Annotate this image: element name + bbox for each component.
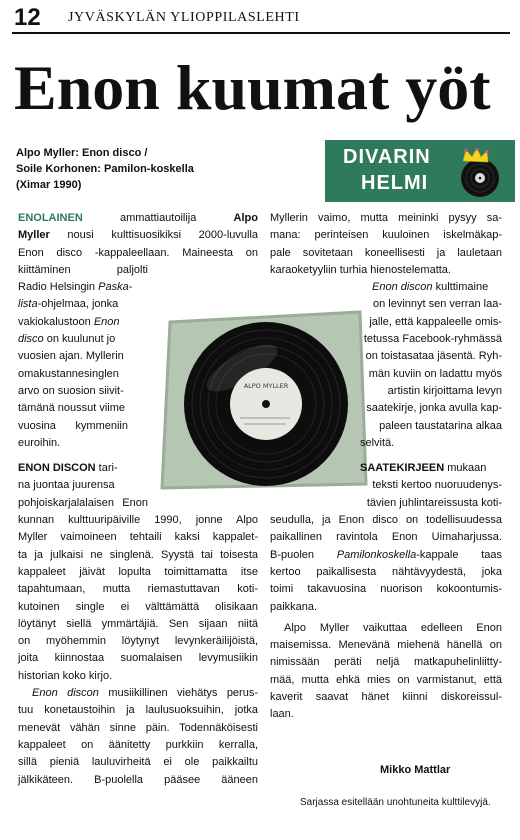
divarin-helmi-badge [325,140,515,202]
text-line: tämänä noussut viime [18,402,125,415]
text-line: paikkana. [270,600,318,613]
text-line: on myöhemmin löytynyt levynkeräilijöistä, [18,635,258,648]
album-credits [16,145,306,193]
text-line: nimissään peräti neljä matkapuhelinliitty- [270,656,502,669]
vinyl-record-crown-icon [455,148,505,198]
text-line: Alpo Myller vaikuttaa edelleen Enon [284,621,502,634]
text-line: tävien juhlintareissusta koti- [366,496,502,509]
text-line: löytänyt siellä ymmärtäjiä. Sen sijaan niitä [18,617,258,630]
text-line: tuu konetaustoihin ja laulusuoksuihin, jotka [18,704,258,717]
text-line: kaverit saavat hänet kiinni diskoreissul- [270,691,502,704]
text-line: joita kiinnostaa suomalaisen levymusiikin [18,652,258,665]
headline: Enon kuumat yöt [14,52,491,123]
text-line: jälkikäteen. B-puolella pääsee ääneen [18,773,258,786]
publication-name: JYVÄSKYLÄN YLIOPPILASLEHTI [68,10,300,25]
article-column-left [18,210,258,789]
text-line: mana: perinteisen kuuloinen iskelmäkap- [270,229,502,242]
text-line: lista-ohjelmaa, jonka [18,298,119,311]
text-line: vakiokalustoon Enon [18,315,120,328]
text-line: jalle, että kappaleelle omis- [369,315,502,328]
text-line: laan. [270,708,294,721]
series-note: Sarjassa esitellään unohtuneita kulttilevyjä. [300,797,491,808]
text-line: kutoinen single ei välttämättä olisikaan [18,600,258,613]
text-line: Enon discon musiikillinen viehätys perus- [32,687,258,700]
text-line: ta ja julkaisi ne singlenä. Syystä tai toisesta [18,548,258,561]
text-line: selvitä. [360,436,395,449]
text-line: Radio Helsingin Paska- [18,281,133,294]
text-line: disco on kuulunut jo [18,333,116,346]
text-line: vuosien ajan. Myllerin [18,350,124,363]
text-line: paleen taustatarina alkaa [379,419,502,432]
text-line: Myller vaimoineen tehtaili kaksi kappalet- [18,531,258,544]
credit-line: (Ximar 1990) [16,179,82,191]
text-line: kunnan kulttuuripäiville 1990, jonne Alpo [18,514,258,527]
text-line: omakustannesinglen [18,367,119,380]
text-line: SAATEKIRJEEN mukaan [360,462,487,475]
text-line: na juontaa juurensa [18,479,115,492]
text-line: sillä pieniä lauluvirheitä ei ole paikkailtu [18,756,258,769]
text-line: kertoo paikallisesta nähtävyydestä, joka [270,565,502,578]
record-label-text: ALPO MYLLER [243,382,289,390]
article-column-right [270,210,502,724]
text-line: on toistasataa jäsentä. Ryh- [365,350,502,363]
text-line: tapahtumaan, mutta riemastuttavan koti- [18,583,258,596]
badge-line-1: DIVARIN [343,146,431,168]
text-line: maisemissa. Menevänä miehenä hänellä on [270,639,502,652]
text-line: vuosina kymmeniin [18,419,128,432]
text-line: kappaleet on äänitetty purkkiin kerralla, [18,738,258,751]
text-line: kiittäminen paljolti [18,263,148,276]
credit-line: Soile Korhonen: Pamilon-koskella [16,163,194,175]
text-line: historian koko kirjo. [18,669,113,682]
text-line: ENOLAINEN ammattiautoilija Alpo [18,212,258,224]
text-line: teksti kertoo nuoruudenys- [372,479,502,492]
text-line: arvo on suosion siivit- [18,384,124,397]
text-line: kappaleet jäivät lopulta toimittamatta itse [18,565,258,578]
text-line: karaoketyyliin turhia hienostelematta. [270,263,451,276]
text-line: euroihin. [18,436,61,449]
text-line: Enon disco -kappaleellaan. Maineesta on [18,246,258,259]
text-line: saatekirje, jonka avulla kap- [366,402,502,415]
text-line: seudulla, ja Enon disco on todellisuudessa [270,514,502,527]
text-line: Enon discon kulttimaine [372,281,489,294]
page-number: 12 [14,4,41,31]
text-line: on levinnyt sen verran laa- [372,298,502,311]
text-line: menevät vähän sinne päin. Todennäköisesti [18,721,258,734]
author-byline: Mikko Mattlar [380,764,451,776]
text-line: Myller nousi kulttisuosikiksi 2000-luvulla [18,229,258,242]
badge-line-2: HELMI [361,172,429,194]
text-line: Myllerin vaimo, mutta meininki pysyy sa- [270,212,502,224]
text-line: pale sovitetaan koneellisesti ja lauletaan [270,246,502,259]
text-line: mää, mutta ehkä mies on varmistanut, että [270,673,502,686]
text-line: artistin kirjoittama levyn [387,384,502,397]
credit-line: Alpo Myller: Enon disco / [16,147,148,159]
text-line: män kuviin on ladattu myös [368,367,502,380]
text-line: pohjoiskarjalalaisen Enon [18,496,148,509]
text-line: paikallinen ravintola Enon Uimaharjussa. [270,531,502,544]
header-rule [12,32,510,34]
text-line: tetussa Facebook-ryhmässä [363,333,502,346]
text-line: toimi takavuosina nuorison kokoontumis- [270,583,502,596]
text-line: ENON DISCON tari- [18,462,118,475]
text-line: B-puolen Pamilonkoskella-kappale taas [270,548,502,561]
